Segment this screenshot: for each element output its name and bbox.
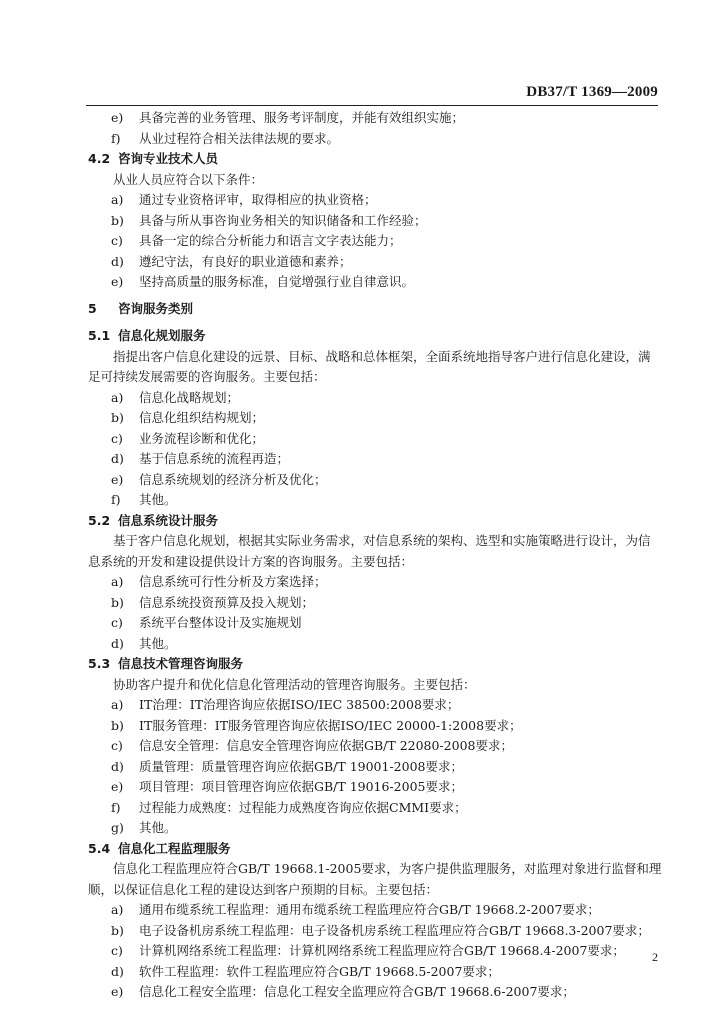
paragraph [0,675,724,695]
heading-title: 信息化规划服务 [118,328,206,343]
list-item [0,736,724,756]
heading-number: 5.4 [88,840,111,856]
list-item-text: 业务流程诊断和优化； [139,430,265,446]
list-item-text: 遵纪守法，有良好的职业道德和素养； [139,253,352,269]
paragraph [0,531,724,551]
page-number: 2 [652,950,658,964]
subsection-heading [0,839,724,859]
list-marker: b) [111,922,124,938]
heading-title: 咨询服务类别 [118,301,194,316]
paragraph-text: 指提出客户信息化建设的远景、目标、战略和总体框架，全面系统地指导客户进行信息化建设，满 [113,348,651,364]
list-marker: e) [111,984,124,999]
paragraph [0,170,724,190]
list-item-text: 具备完善的业务管理、服务考评制度，并能有效组织实施； [139,110,465,125]
paragraph-text: 基于客户信息化规划，根据其实际业务需求，对信息系统的架构、选型和实施策略进行设计，为信 [113,533,651,548]
list-item-text: 信息化组织结构规划； [139,410,265,425]
list-item [0,108,724,128]
paragraph-continuation [0,552,724,572]
list-item [0,941,724,961]
list-item-text: IT治理：IT治理咨询应依据ISO/IEC 38500:2008要求； [139,697,460,712]
list-item-text: 通用布缆系统工程监理：通用布缆系统工程监理应符合GB/T 19668.2-2007要求； [139,902,600,917]
list-item [0,818,724,838]
list-item [0,252,724,272]
list-item-text: 信息系统投资预算及投入规划； [139,594,315,610]
list-marker: a) [111,902,124,917]
list-marker: a) [111,697,124,712]
list-item [0,798,724,818]
list-item [0,449,724,469]
heading-number: 5.1 [88,328,111,343]
list-item-text: 信息安全管理：信息安全管理咨询应依据GB/T 22080-2008要求； [139,738,513,753]
paragraph-text: 顺，以保证信息化工程的建设达到客户预期的目标。主要包括： [88,881,439,897]
paragraph-text: 足可持续发展需要的咨询服务。主要包括： [88,369,326,384]
list-item [0,634,724,654]
list-item-text: 从业过程符合相关法律法规的要求。 [139,130,340,146]
list-item-text: 系统平台整体设计及实施规划 [139,615,302,630]
list-marker: a) [111,389,124,405]
list-marker: g) [111,820,124,835]
list-item [0,429,724,449]
list-marker: b) [111,594,124,610]
section-heading [0,299,724,319]
list-marker: d) [111,253,124,269]
list-item [0,231,724,251]
list-marker: d) [111,635,124,651]
heading-title: 信息化工程监理服务 [118,840,231,856]
list-marker: f) [111,130,121,146]
list-item-text: 具备一定的综合分析能力和语言文字表达能力； [139,233,402,248]
document-code: DB37/T 1369—2009 [526,84,658,100]
list-item-text: 通过专业资格评审，取得相应的执业资格； [139,192,377,207]
heading-title: 信息技术管理咨询服务 [118,656,244,671]
list-item [0,190,724,210]
list-item-text: 信息系统规划的经济分析及优化； [139,471,327,487]
list-marker: c) [111,943,123,958]
list-item-text: 电子设备机房系统工程监理：电子设备机房系统工程监理应符合GB/T 19668.3-2007要求； [139,922,650,938]
subsection-heading [0,654,724,674]
subsection-heading [0,511,724,531]
heading-number: 4.2 [88,151,111,166]
list-marker: e) [111,274,124,289]
list-marker: d) [111,451,124,466]
list-item-text: 计算机网络系统工程监理：计算机网络系统工程监理应符合GB/T 19668.4-2007要求； [139,943,625,958]
list-item-text: 坚持高质量的服务标准，自觉增强行业自律意识。 [139,274,415,289]
paragraph-text: 信息化工程监理应符合GB/T 19668.1-2005要求，为客户提供监理服务，对监理对象进行监督和理 [113,861,662,876]
document-body [0,108,724,1003]
list-item [0,272,724,292]
list-marker: b) [111,212,124,228]
list-marker: b) [111,410,124,425]
heading-title: 信息系统设计服务 [118,512,219,528]
list-item [0,470,724,490]
list-marker: d) [111,963,124,979]
list-item-text: 信息化战略规划； [139,389,240,405]
list-marker: c) [111,430,123,446]
list-item-text: 质量管理：质量管理咨询应依据GB/T 19001-2008要求； [139,758,463,774]
list-item-text: 其他。 [139,492,177,507]
list-item [0,388,724,408]
header-rule [86,105,658,106]
list-item [0,572,724,592]
list-marker: a) [111,574,124,589]
list-item [0,757,724,777]
list-item-text: 软件工程监理：软件工程监理应符合GB/T 19668.5-2007要求； [139,963,500,979]
list-marker: f) [111,799,121,815]
list-item-text: 项目管理：项目管理咨询应依据GB/T 19016-2005要求； [139,779,463,794]
list-item-text: 信息系统可行性分析及方案选择； [139,574,327,589]
heading-number: 5.3 [88,656,111,671]
list-item [0,695,724,715]
paragraph [0,347,724,367]
list-item [0,613,724,633]
list-item [0,211,724,231]
paragraph [0,859,724,879]
list-marker: f) [111,492,121,507]
list-item [0,777,724,797]
list-item [0,921,724,941]
paragraph-text: 息系统的开发和建设提供设计方案的咨询服务。主要包括： [88,553,414,569]
list-item [0,408,724,428]
list-item-text: 基于信息系统的流程再造； [139,451,290,466]
list-item [0,716,724,736]
list-item [0,129,724,149]
heading-title: 咨询专业技术人员 [118,151,219,166]
list-item [0,982,724,1002]
list-marker: c) [111,233,123,248]
list-item-text: IT服务管理：IT服务管理咨询应依据ISO/IEC 20000-1:2008要求； [139,717,522,733]
list-marker: a) [111,192,124,207]
list-item-text: 具备与所从事咨询业务相关的知识储备和工作经验； [139,212,427,228]
subsection-heading [0,149,724,169]
list-item [0,900,724,920]
paragraph-text: 从业人员应符合以下条件： [113,171,264,187]
subsection-heading [0,326,724,346]
list-marker: e) [111,110,124,125]
paragraph-continuation [0,367,724,387]
list-item [0,490,724,510]
list-marker: b) [111,717,124,733]
list-marker: c) [111,738,123,753]
paragraph-text: 协助客户提升和优化信息化管理活动的管理咨询服务。主要包括： [113,676,476,692]
list-marker: e) [111,471,124,487]
list-item-text: 过程能力成熟度：过程能力成熟度咨询应依据CMMI要求； [139,799,467,815]
list-item [0,962,724,982]
list-marker: e) [111,779,124,794]
list-marker: d) [111,758,124,774]
list-item [0,593,724,613]
list-item-text: 信息化工程安全监理：信息化工程安全监理应符合GB/T 19668.6-2007要求； [139,984,575,999]
list-marker: c) [111,615,123,630]
list-item-text: 其他。 [139,635,177,651]
paragraph-continuation [0,880,724,900]
list-item-text: 其他。 [139,820,177,835]
heading-number: 5 [88,301,97,316]
heading-number: 5.2 [88,512,111,528]
